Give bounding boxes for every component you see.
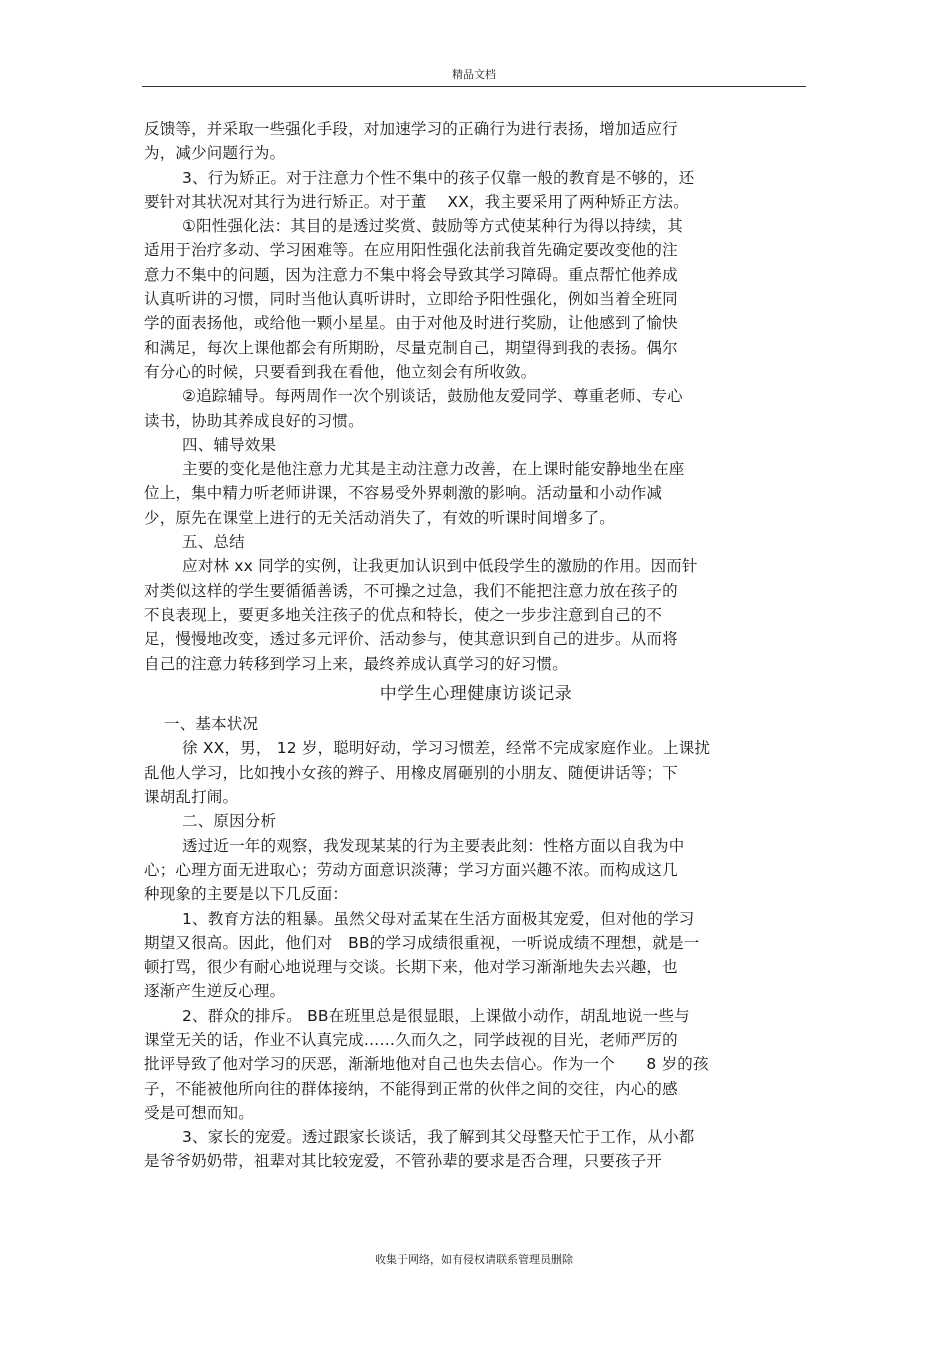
paragraph-line: 2、群众的排斥。 BB在班里总是很显眼，上课做小动作，胡乱地说一些与 bbox=[182, 1006, 690, 1025]
paragraph-line: 顿打骂，很少有耐心地说理与交谈。长期下来，他对学习渐渐地失去兴趣，也 bbox=[144, 958, 678, 977]
page-header: 精品文档 bbox=[452, 68, 496, 81]
paragraph-line: 应对林 xx 同学的实例，让我更加认识到中低段学生的激励的作用。因而针 bbox=[182, 557, 698, 576]
paragraph-line: 认真听讲的习惯，同时当他认真听讲时，立即给予阳性强化，例如当着全班同 bbox=[144, 290, 678, 309]
paragraph-line: 适用于治疗多动、学习困难等。在应用阳性强化法前我首先确定要改变他的注 bbox=[144, 241, 678, 260]
paragraph-line: 少，原先在课堂上进行的无关活动消失了，有效的听课时间增多了。 bbox=[144, 508, 616, 527]
paragraph-line: 学的面表扬他，或给他一颗小星星。由于对他及时进行奖励，让他感到了愉快 bbox=[144, 314, 678, 333]
document-body bbox=[144, 117, 808, 1174]
paragraph-line: 不良表现上，要更多地关注孩子的优点和特长，使之一步步注意到自己的不 bbox=[144, 605, 663, 624]
paragraph-line: 3、家长的宠爱。透过跟家长谈话，我了解到其父母整天忙于工作，从小都 bbox=[182, 1128, 695, 1147]
paragraph-line: 意力不集中的问题，因为注意力不集中将会导致其学习障碍。重点帮忙他养成 bbox=[144, 265, 678, 284]
paragraph-line: 3、行为矫正。对于注意力个性不集中的孩子仅靠一般的教育是不够的，还 bbox=[182, 168, 695, 187]
paragraph-line: 种现象的主要是以下几反面： bbox=[144, 885, 349, 904]
paragraph-line: 课胡乱打闹。 bbox=[144, 788, 239, 807]
header-rule bbox=[142, 86, 806, 87]
paragraph-line: 批评导致了他对学习的厌恶，渐渐地他对自己也失去信心。作为一个 8 岁的孩 bbox=[144, 1055, 709, 1074]
paragraph-line: 1、教育方法的粗暴。虽然父母对孟某在生活方面极其宠爱，但对他的学习 bbox=[182, 909, 695, 928]
paragraph-line: ①阳性强化法：其目的是透过奖赏、鼓励等方式使某种行为得以持续，其 bbox=[182, 217, 683, 236]
paragraph-line: 读书，协助其养成良好的习惯。 bbox=[144, 411, 364, 430]
paragraph-line: 要针对其状况对其行为进行矫正。对于董 XX，我主要采用了两种矫正方法。 bbox=[144, 192, 689, 211]
section-heading: 二、原因分析 bbox=[182, 812, 277, 831]
section-heading: 五、总结 bbox=[182, 533, 245, 552]
paragraph-line: 和满足，每次上课他都会有所期盼，尽量克制自己，期望得到我的表扬。偶尔 bbox=[144, 338, 678, 357]
paragraph-line: 主要的变化是他注意力尤其是主动注意力改善，在上课时能安静地坐在座 bbox=[182, 460, 685, 479]
paragraph-line: 子，不能被他所向往的群体接纳，不能得到正常的伙伴之间的交往，内心的感 bbox=[144, 1079, 678, 1098]
paragraph-line: 期望又很高。因此，他们对 BB的学习成绩很重视，一听说成绩不理想，就是一 bbox=[144, 933, 700, 952]
paragraph-line: 有分心的时候，只要看到我在看他，他立刻会有所收敛。 bbox=[144, 362, 537, 381]
paragraph-line: 位上，集中精力听老师讲课，不容易受外界刺激的影响。活动量和小动作减 bbox=[144, 484, 663, 503]
paragraph-line: ②追踪辅导。每两周作一次个别谈话，鼓励他友爱同学、尊重老师、专心 bbox=[182, 387, 683, 406]
paragraph-line: 透过近一年的观察，我发现某某的行为主要表此刻：性格方面以自我为中 bbox=[182, 836, 685, 855]
paragraph-line: 为，减少问题行为。 bbox=[144, 144, 286, 163]
paragraph-line: 对类似这样的学生要循循善诱，不可操之过急，我们不能把注意力放在孩子的 bbox=[144, 581, 678, 600]
section-heading: 一、基本状况 bbox=[164, 715, 259, 734]
paragraph-line: 逐渐产生逆反心理。 bbox=[144, 982, 286, 1001]
paragraph-line: 足，慢慢地改变，透过多元评价、活动参与，使其意识到自己的进步。从而将 bbox=[144, 630, 678, 649]
paragraph-line: 反馈等，并采取一些强化手段，对加速学习的正确行为进行表扬，增加适应行 bbox=[144, 120, 678, 138]
paragraph-line: 受是可想而知。 bbox=[144, 1103, 254, 1122]
document-title: 中学生心理健康访谈记录 bbox=[379, 683, 573, 704]
section-heading: 四、辅导效果 bbox=[182, 435, 277, 454]
paragraph-line: 自己的注意力转移到学习上来，最终养成认真学习的好习惯。 bbox=[144, 654, 568, 673]
paragraph-line: 徐 XX，男， 12 岁，聪明好动，学习习惯差，经常不完成家庭作业。上课扰 bbox=[182, 739, 711, 758]
page-footer: 收集于网络，如有侵权请联系管理员删除 bbox=[375, 1253, 573, 1266]
paragraph-line: 心；心理方面无进取心；劳动方面意识淡薄；学习方面兴趣不浓。而构成这几 bbox=[144, 860, 678, 879]
paragraph-line: 是爷爷奶奶带，祖辈对其比较宠爱，不管孙辈的要求是否合理，只要孩子开 bbox=[144, 1152, 663, 1171]
paragraph-line: 课堂无关的话，作业不认真完成……久而久之，同学歧视的目光，老师严厉的 bbox=[144, 1030, 678, 1049]
paragraph-line: 乱他人学习，比如拽小女孩的辫子、用橡皮屑砸别的小朋友、随便讲话等；下 bbox=[144, 763, 678, 782]
